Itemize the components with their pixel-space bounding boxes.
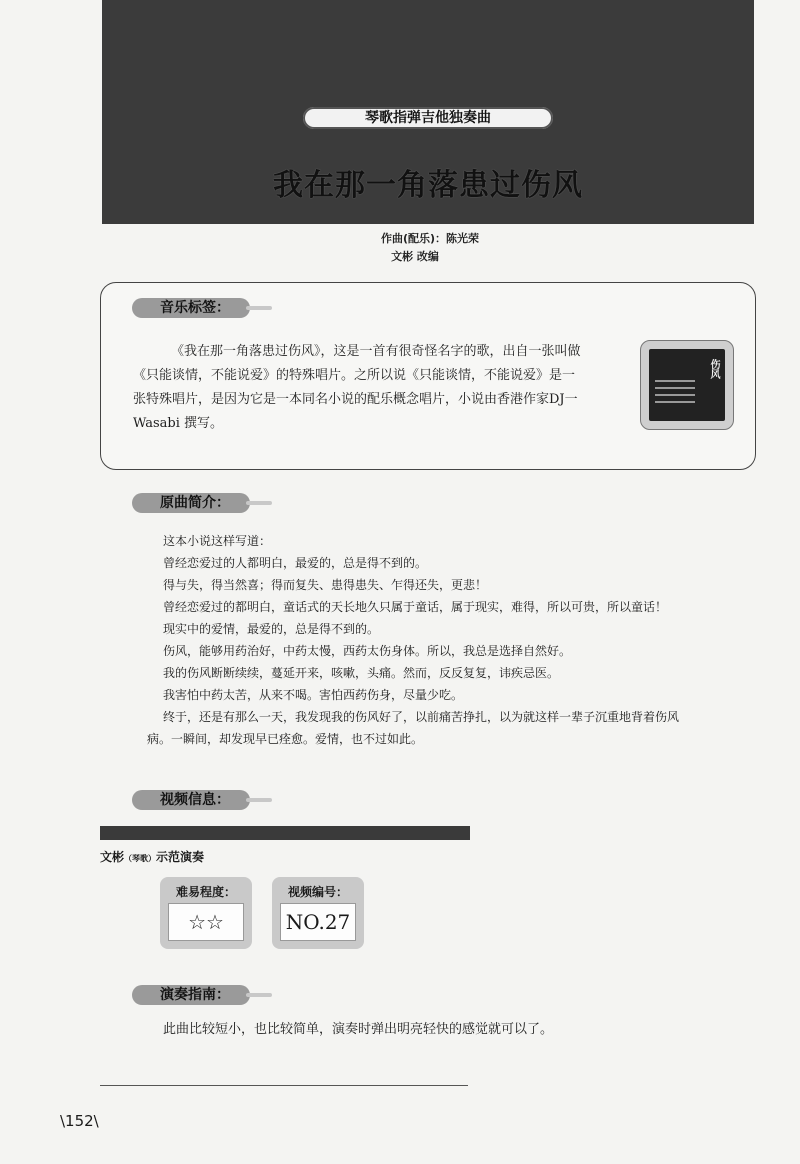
original-line: 我的伤风断断续续，蔓延开来，咳嗽，头痛。然而，反反复复，讳疾忌医。 [163, 666, 560, 680]
page-number: \152\ [60, 1112, 99, 1130]
performer-name: 文彬 [100, 850, 125, 864]
original-line: 病。一瞬间，却发现早已痊愈。爱情，也不过如此。 [147, 732, 424, 746]
difficulty-value: ☆☆ [168, 903, 244, 941]
album-cover [640, 340, 734, 430]
performer-line [100, 848, 204, 865]
music-tag-line: 张特殊唱片，是因为它是一本同名小说的配乐概念唱片，小说由香港作家DJ一 [133, 392, 578, 407]
video-label: 视频信息： [132, 790, 250, 810]
original-line: 得与失，得当然喜；得而复失、患得患失、乍得还失，更悲！ [163, 578, 488, 592]
album-text-lines [655, 375, 695, 408]
original-label: 原曲简介： [132, 493, 250, 513]
difficulty-card [160, 877, 252, 949]
composer-credit: 作曲(配乐)：陈光荣 [380, 232, 480, 245]
music-tag-label: 音乐标签： [132, 298, 250, 318]
video-number-card [272, 877, 364, 949]
original-line: 曾经恋爱过的都明白，童话式的天长地久只属于童话，属于现实，难得，所以可贵，所以童话！ [163, 600, 668, 614]
original-line: 这本小说这样写道： [163, 534, 272, 548]
performer-tag: （琴歌） [124, 854, 157, 863]
song-title: 我在那一角落患过伤风 [273, 168, 583, 203]
original-line: 现实中的爱情，最爱的，总是得不到的。 [163, 622, 380, 636]
footer-rule [100, 1085, 468, 1086]
guide-label: 演奏指南： [132, 985, 250, 1005]
original-line: 终于，还是有那么一天，我发现我的伤风好了，以前痛苦挣扎，以为就这样一辈子沉重地背着伤风 [163, 710, 680, 724]
arranger-credit: 文彬 改编 [391, 250, 439, 263]
original-text [147, 530, 723, 750]
album-title: 伤风 [708, 359, 719, 379]
original-line: 曾经恋爱过的人都明白，最爱的，总是得不到的。 [163, 556, 428, 570]
music-tag-line: 《只能谈情，不能说爱》的特殊唱片。之所以说《只能谈情，不能说爱》是一 [133, 368, 576, 383]
video-number-value: NO.27 [280, 903, 356, 941]
music-tag-text [133, 340, 633, 436]
music-tag-line: Wasabi 撰写。 [133, 416, 224, 431]
performer-suffix: 示范演奏 [156, 850, 205, 864]
album-art [649, 349, 725, 421]
series-label: 琴歌指弹吉他独奏曲 [303, 107, 553, 129]
video-number-label: 视频编号： [287, 885, 348, 899]
difficulty-label: 难易程度： [175, 885, 236, 899]
original-line: 我害怕中药太苦，从来不喝。害怕西药伤身，尽量少吃。 [163, 688, 464, 702]
music-tag-line: 《我在那一角落患过伤风》，这是一首有很奇怪名字的歌，出自一张叫做 [171, 344, 581, 359]
guide-text: 此曲比较短小，也比较简单，演奏时弹出明亮轻快的感觉就可以了。 [163, 1022, 554, 1037]
original-line: 伤风，能够用药治好，中药太慢，西药太伤身体。所以，我总是选择自然好。 [163, 644, 572, 658]
video-bar [100, 826, 470, 840]
